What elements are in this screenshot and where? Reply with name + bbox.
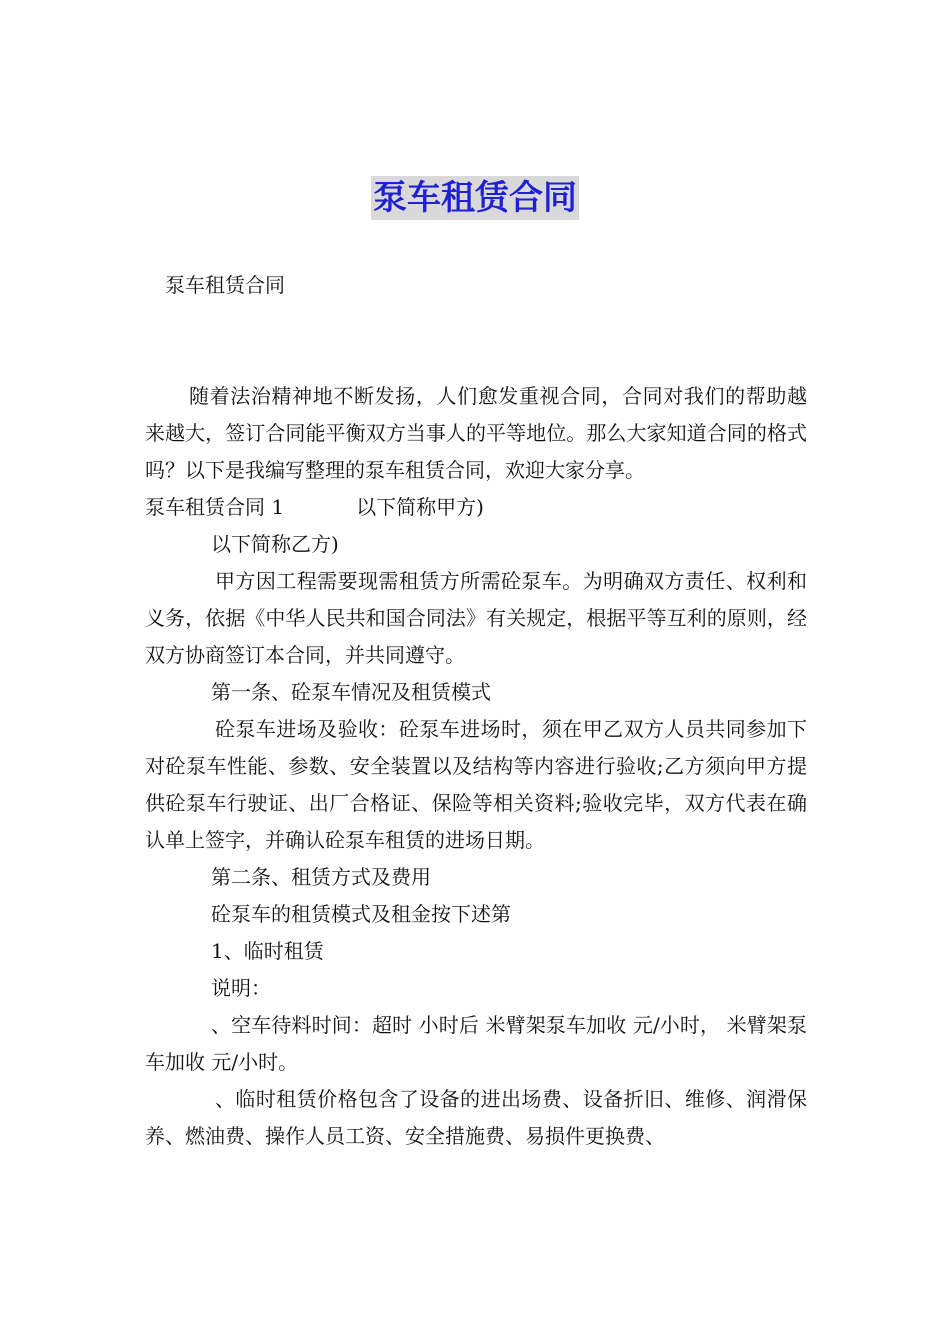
article1-heading: 第一条、砼泵车情况及租赁模式 — [211, 680, 491, 704]
intro-paragraph: 随着法治精神地不断发扬，人们愈发重视合同，合同对我们的帮助越来越大，签订合同能平衡双方当事人的平等地位。那么大家知道合同的格式吗？以下是我编写整理的泵车租赁合同，欢迎大家分享。 — [145, 384, 807, 482]
contract-name: 泵车租赁合同 1 — [145, 495, 285, 519]
article1-paragraph: 砼泵车进场及验收：砼泵车进场时，须在甲乙双方人员共同参加下对砼泵车性能、参数、安全装置以及结构等内容进行验收;乙方须向甲方提供砼泵车行驶证、出厂合格证、保险等相关资料;验收完毕，双方代表在确认单上签字，并确认砼泵车租赁的进场日期。 — [145, 717, 807, 852]
article2-paragraph: 砼泵车的租赁模式及租金按下述第 — [211, 902, 511, 926]
note2-paragraph: 、临时租赁价格包含了设备的进出场费、设备折旧、维修、润滑保养、燃油费、操作人员工资、安全措施费、易损件更换费、 — [145, 1087, 807, 1148]
title-container — [0, 176, 950, 220]
contract-name-line — [145, 489, 807, 526]
party-a-label: 以下简称甲方) — [356, 495, 484, 519]
document-subtitle: 泵车租赁合同 — [165, 273, 285, 297]
document-body — [145, 378, 807, 1155]
note-label: 说明： — [211, 976, 271, 1000]
item1-line: 1、临时租赁 — [211, 939, 324, 963]
party-b-line: 以下简称乙方) — [211, 532, 339, 556]
purpose-paragraph: 甲方因工程需要现需租赁方所需砼泵车。为明确双方责任、权利和义务，依据《中华人民共和国合同法》有关规定，根据平等互利的原则，经双方协商签订本合同，并共同遵守。 — [145, 569, 807, 667]
article2-heading: 第二条、租赁方式及费用 — [211, 865, 431, 889]
document-title: 泵车租赁合同 — [373, 178, 577, 218]
note1-paragraph: 、空车待料时间：超时 小时后 米臂架泵车加收 元/小时， 米臂架泵车加收 元/小时。 — [145, 1013, 807, 1074]
